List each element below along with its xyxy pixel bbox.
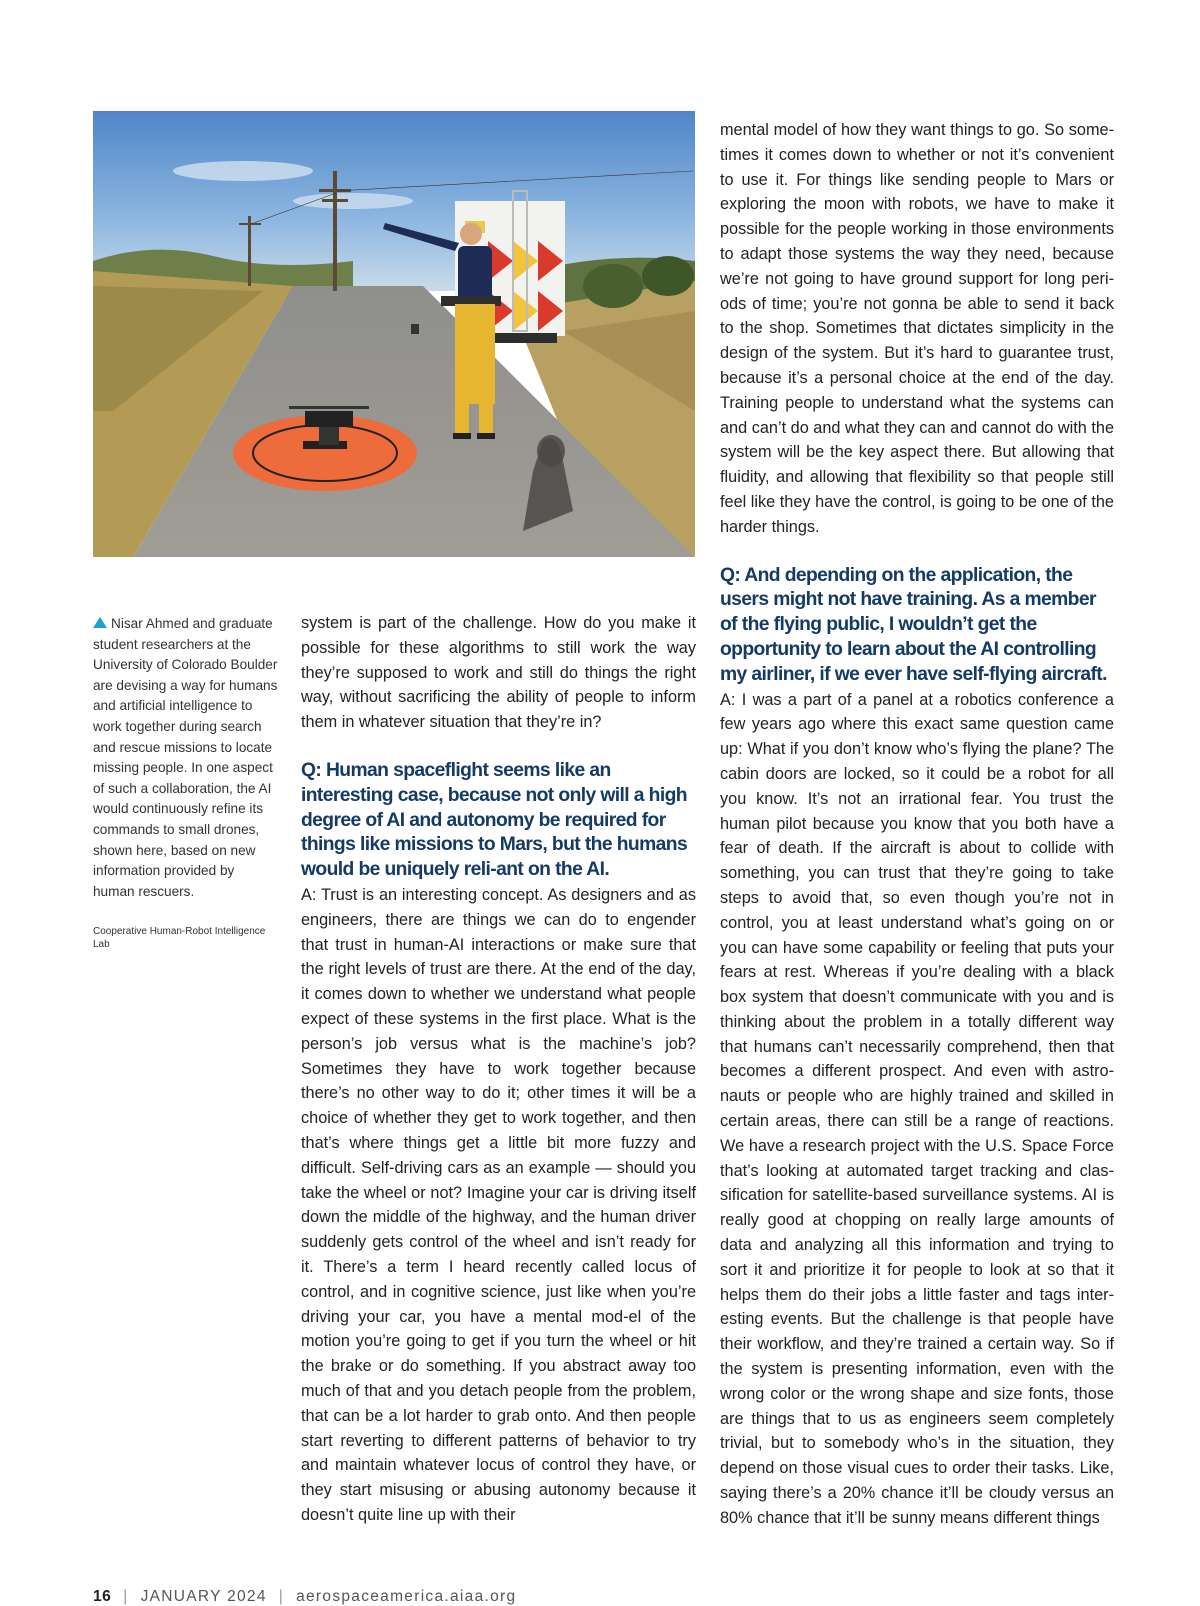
caption-body: Nisar Ahmed and graduate student researchers at the University of Colorado Boulder are devising a way for humans and artificial intelligence to work together during search and rescue missions to locate missing people. In one aspect of such a collaboration, the AI would continuously refine its commands to small drones, shown here, based on new information provided by human rescuers. [93,616,278,899]
footer-separator: | [278,1588,285,1605]
article-column-middle [301,611,696,1528]
question-heading: Q: Human spaceflight seems like an interesting case, because not only will a high degree of AI and autonomy be required for things like missions to Mars, but the humans would be uniquely reli-ant on the AI. [301,759,688,881]
caption-text [93,614,279,902]
footer-separator: | [123,1588,129,1605]
triangle-up-icon [93,617,107,628]
page-footer [93,1588,516,1606]
question-heading: Q: And depending on the application, the users might not have training. As a member of the flying public, I wouldn’t get the opportunity to learn about the AI controlling my airliner, if we ever have self-flying aircraft. [720,564,1107,685]
paragraph: system is part of the challenge. How do you make it possible for these algorithms to still work the way they’re supposed to work and still do things the right way, without sacrificing the ability of people to inform them in whatever situation that they’re in? [301,614,696,732]
website-link[interactable]: aerospaceamerica.aiaa.org [296,1588,517,1605]
photo-credit: Cooperative Human-Robot Intelligence Lab [93,926,266,950]
answer-paragraph: A: Trust is an interesting concept. As designers and as engineers, there are things we can do to engender that trust in human-AI interactions or make sure that the right levels of trust are there. At the end of the day, it comes down to whether we understand what people expect of these systems in the first place. What is the person’s job versus what is the machine’s job? Sometimes they have to work together because there’s no other way to do it; other times it will be a choice of whether they get to work together, and then that’s where things get a little bit more fuzzy and difficult. Self-driving cars as an example — should you take the wheel or not? Imagine your car is driving itself down the middle of the highway, and the human driver suddenly gets control of the wheel and isn’t ready for it. There’s a term I heard recently called locus of control, and in cognitive science, just like when you’re driving your car, you have a mental mod-el of the motion you’re going to get if you turn the wheel or hit the brake or do something. If you abstract away too much of that and you detach people from the problem, that can be a lot harder to grab onto. And then people start reverting to different patterns of behavior to try and maintain whatever locus of control they have, or they start misusing or abusing autonomy because it doesn’t quite line up with their [301,885,696,1524]
article-photo [93,111,695,557]
paragraph: mental model of how they want things to go. So some-times it comes down to whether or not it’s convenient to use it. For things like sending people to Mars or exploring the moon with robots, we have to make it possible for the people working in those environments to adapt those systems the way they need, because we’re not going to have ground support for long peri-ods of time; you’re not gonna be able to send it back to the shop. Sometimes that dictates simplicity in the design of the system. But it’s hard to guarantee trust, because it’s a personal choice at the end of the day. Training people to understand what the systems can and can’t do and what they can and cannot do with the system will be the key aspect there. But allowing that fluidity, and allowing that flexibility so that people still feel like they have the control, is going to be one of the harder things. [720,121,1114,536]
answer-paragraph: A: I was a part of a panel at a robotics conference a few years ago where this exact same question came up: What if you don’t know who’s flying the plane? The cabin doors are locked, so it could be a robot for all you know. It’s not an irrational fear. You trust the human pilot because you know that you both have a fear of death. If the aircraft is about to collide with something, you can trust that they’re going to take steps to avoid that, so even though you’re not in control, you at least understand what’s going on or you can have some capability or feeling that puts your fears at rest. Whereas if you’re dealing with a black box system that doesn’t communicate with you and is thinking about the problem in a totally different way that humans can’t necessarily comprehend, then that becomes a different prospect. And even with astro-nauts or people who are highly trained and skilled in certain areas, there can still be a range of reactions. We have a research project with the U.S. Space Force that’s looking at automated target tracking and clas-sification for satellite-based surveillance systems. AI is really good at chopping on really large amounts of data and analyzing all this information and trying to sort it and prioritize it for people to look at so that it helps them do their jobs a little faster and tags inter-esting events. But the challenge is that people have their workflow, and they’re trained a certain way. So if the system is presenting information, even with the wrong color or the wrong shape and size fonts, those are things that to us as engineers seem completely trivial, but to somebody who’s in the situation, they depend on those visual cues to order their tasks. Like, saying there’s a 20% chance it’ll be cloudy versus an 80% chance that it’ll be sunny means different things [720,690,1114,1527]
photo-caption [93,614,279,951]
issue-date: JANUARY 2024 [140,1588,267,1605]
page-number: 16 [93,1588,112,1605]
article-column-right [720,118,1114,1531]
